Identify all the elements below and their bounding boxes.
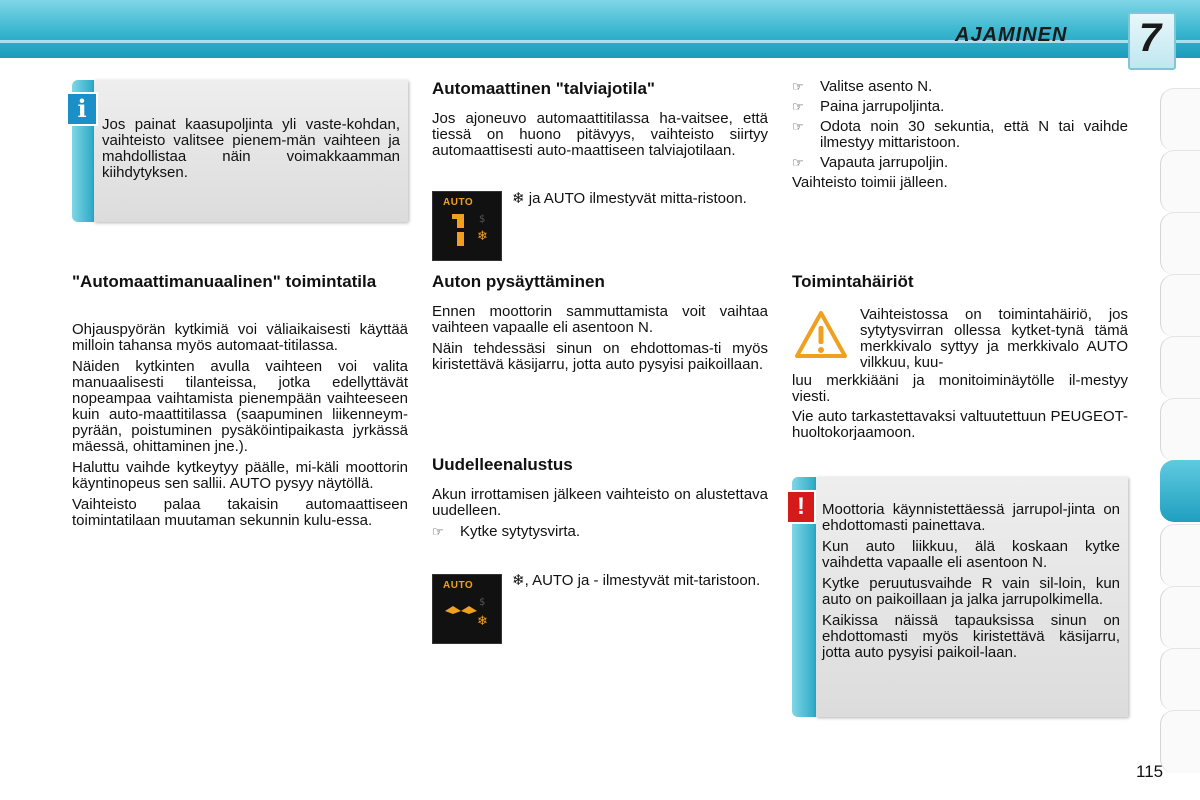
reset-display-text: ❄, AUTO ja - ilmestyvät mit-taristoon. xyxy=(512,572,761,589)
bullet-text: Kytke sytytysvirta. xyxy=(460,523,581,540)
reset-steps xyxy=(792,79,1128,196)
stopping-heading: Auton pysäyttäminen xyxy=(432,272,605,291)
reset-text: Akun irrottamisen jälkeen vaihteisto on alustettava uudelleen. xyxy=(432,486,768,519)
fault-text-2: luu merkkiääni ja monitoiminäytölle il-mestyy viesti. xyxy=(792,372,1128,405)
paragraph: Kytke peruutusvaihde R vain sil-loin, kun auto on paikoillaan ja jalka jarrupolkimella. xyxy=(822,575,1120,608)
page-number: 115 xyxy=(1136,762,1164,781)
dashboard-display-winter xyxy=(432,191,502,261)
manual-mode-body xyxy=(72,322,408,534)
edge-tab xyxy=(1160,274,1200,337)
list-item xyxy=(792,119,1128,151)
svg-text:❄: ❄ xyxy=(477,229,488,244)
list-item xyxy=(792,79,1128,95)
paragraph: Moottoria käynnistettäessä jarrupol-jinta on ehdottomasti painettava. xyxy=(822,501,1120,534)
paragraph: Ennen moottorin sammuttamista voit vaihtaa vaihteen vapaalle eli asentoon N. xyxy=(432,303,768,336)
warning-triangle-icon xyxy=(794,310,848,360)
svg-text:$: $ xyxy=(479,214,486,225)
display-auto-label: AUTO xyxy=(443,580,474,591)
pointing-hand-icon: ☞ xyxy=(792,155,804,170)
paragraph: Kaikissa näissä tapauksissa sinun on ehdottomasti myös kiristettävä käsijarru, jotta auto pysyisi paikoil-laan. xyxy=(822,612,1120,661)
fault-heading: Toimintahäiriöt xyxy=(792,272,914,291)
bullet-text: Valitse asento N. xyxy=(820,78,933,95)
chapter-number: 7 xyxy=(1138,16,1162,60)
edge-tab xyxy=(1160,710,1200,773)
dashboard-display-reset xyxy=(432,574,502,644)
edge-tab xyxy=(1160,212,1200,275)
pointing-hand-icon: ☞ xyxy=(792,119,804,134)
edge-tab-active xyxy=(1160,460,1200,522)
edge-tab xyxy=(1160,586,1200,649)
svg-text:❄: ❄ xyxy=(477,614,488,629)
edge-tab xyxy=(1160,648,1200,711)
list-item xyxy=(792,155,1128,171)
pointing-hand-icon: ☞ xyxy=(792,79,804,94)
edge-tab xyxy=(1160,398,1200,461)
bullet-text: Vapauta jarrupoljin. xyxy=(820,154,949,171)
paragraph: Vaihteisto palaa takaisin automaattiseen toimintatilaan muutaman sekunnin kulu-essa. xyxy=(72,496,408,529)
edge-tab xyxy=(1160,336,1200,399)
pointing-hand-icon: ☞ xyxy=(432,524,444,539)
winter-mode-text: Jos ajoneuvo automaattitilassa ha-vaitsee, että tiessä on huono pitävyys, vaihteisto siirtyy automaattisesti auto-maattiseen talviajotilaan. xyxy=(432,110,768,159)
paragraph: Haluttu vaihde kytkeytyy päälle, mi-käli moottorin käyntinopeus sen sallii. AUTO pysyy näytöllä. xyxy=(72,459,408,492)
info-icon: i xyxy=(66,92,98,126)
chapter-title: AJAMINEN xyxy=(955,24,1068,46)
info-box-text: Jos painat kaasupoljinta yli vaste-kohdan, vaihteisto valitsee pienem-män vaihteen ja mahdollistaa näin voimakkaamman kiihdytyksen. xyxy=(102,116,400,181)
list-item xyxy=(792,99,1128,115)
fault-text-1: Vaihteistossa on toimintahäiriö, jos sytytysvirran ollessa kytket-tynä tämä merkkivalo syttyy ja merkkivalo AUTO vilkkuu, kuu- xyxy=(860,306,1128,371)
reset-bullet xyxy=(432,524,768,540)
warning-box-body xyxy=(822,502,1120,666)
fault-text-3: Vie auto tarkastettavaksi valtuutettuun PEUGEOT-huoltokorjaamoon. xyxy=(792,408,1128,441)
manual-mode-heading: "Automaattimanuaalinen" toimintatila xyxy=(72,272,377,291)
winter-display-text: ❄ ja AUTO ilmestyvät mitta-ristoon. xyxy=(512,190,747,207)
edge-tab xyxy=(1160,524,1200,587)
edge-tab xyxy=(1160,88,1200,151)
reset-heading: Uudelleenalustus xyxy=(432,455,573,474)
pointing-hand-icon: ☞ xyxy=(792,99,804,114)
stopping-body xyxy=(432,304,768,378)
edge-tab xyxy=(1160,150,1200,213)
display-dash-icon xyxy=(433,575,501,643)
display-gear-icon xyxy=(433,192,501,260)
bullet-text: Odota noin 30 sekuntia, että N tai vaihde ilmestyy mittaristoon. xyxy=(820,118,1128,151)
paragraph: Vaihteisto toimii jälleen. xyxy=(792,174,948,191)
warning-icon: ! xyxy=(786,490,816,524)
paragraph: Näin tehdessäsi sinun on ehdottomas-ti myös kiristettävä käsijarru, jotta auto pysyisi paikoillaan. xyxy=(432,340,768,373)
paragraph: Ohjauspyörän kytkimiä voi väliaikaisesti käyttää milloin tahansa myös automaat-titilassa. xyxy=(72,321,408,354)
paragraph: Näiden kytkinten avulla vaihteen voi valita manuaalisesti tilanteissa, jotka edellyttävät nopeampaa vaihtamista pienempään vaihteeseen kuin auto-maattitilassa (saapuminen liikenneym-pyrään, poistuminen pysäköintipaikasta jyrkässä mäessä, ohittaminen jne.). xyxy=(72,358,408,455)
winter-mode-heading: Automaattinen "talviajotila" xyxy=(432,79,655,98)
svg-text:$: $ xyxy=(479,597,486,608)
bullet-text: Paina jarrupoljinta. xyxy=(820,98,945,115)
paragraph: Kun auto liikkuu, älä koskaan kytke vaihdetta vapaalle eli asentoon N. xyxy=(822,538,1120,571)
display-auto-label: AUTO xyxy=(443,197,474,208)
